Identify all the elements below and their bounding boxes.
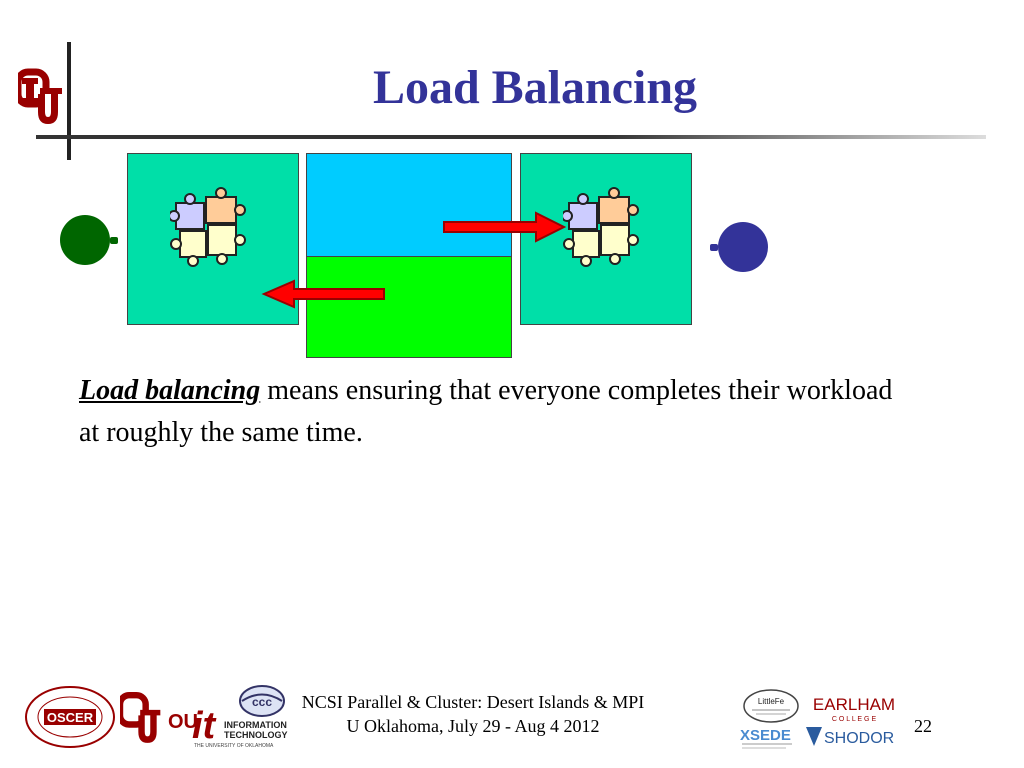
footer-line-1: NCSI Parallel & Cluster: Desert Islands & MPI bbox=[301, 692, 645, 712]
title-rule bbox=[36, 135, 986, 139]
arrow-left-icon bbox=[260, 278, 388, 310]
it-logo-line2: TECHNOLOGY bbox=[224, 730, 288, 740]
vertical-rule bbox=[67, 42, 71, 160]
arrow-right-icon bbox=[440, 210, 568, 244]
oscer-logo-text: OSCER bbox=[46, 710, 94, 725]
puzzle-pieces-left-icon bbox=[170, 185, 250, 267]
body-term: Load balancing bbox=[79, 375, 261, 406]
ou-logo-icon bbox=[18, 68, 66, 128]
littlefe-logo-text: LittleFe bbox=[757, 697, 785, 706]
puzzle-pieces-right-icon bbox=[563, 185, 643, 267]
shodor-logo-text: SHODOR bbox=[824, 730, 895, 747]
it-logo-line3: THE UNIVERSITY OF OKLAHOMA bbox=[194, 743, 274, 749]
littlefe-logo-icon bbox=[742, 688, 800, 724]
person-left-icon bbox=[58, 212, 124, 268]
earlham-logo-icon bbox=[806, 694, 902, 724]
xsede-logo-icon bbox=[738, 724, 808, 752]
earlham-logo-line1: EARLHAM bbox=[812, 695, 896, 714]
footer-line-2: U Oklahoma, July 29 - Aug 4 2012 bbox=[346, 716, 600, 736]
page-number: 22 bbox=[914, 716, 932, 736]
ou-footer-logo-icon bbox=[120, 690, 164, 748]
svg-text:it: it bbox=[192, 705, 216, 747]
xsede-logo-text: XSEDE bbox=[740, 727, 791, 744]
ccc-logo-text: ccc bbox=[251, 695, 273, 709]
slide-title: Load Balancing bbox=[372, 61, 698, 114]
footer-text bbox=[278, 690, 668, 738]
earlham-logo-line2: C O L L E G E bbox=[831, 716, 877, 723]
body-text bbox=[79, 370, 909, 454]
body-definition: means ensuring that everyone completes their workload at roughly the same time. bbox=[79, 375, 893, 448]
shodor-logo-icon bbox=[804, 724, 904, 750]
person-right-icon bbox=[706, 219, 772, 275]
svg-text:OU: OU bbox=[168, 711, 198, 733]
oscer-logo-icon bbox=[24, 685, 116, 749]
it-logo-line1: INFORMATION bbox=[224, 720, 287, 730]
